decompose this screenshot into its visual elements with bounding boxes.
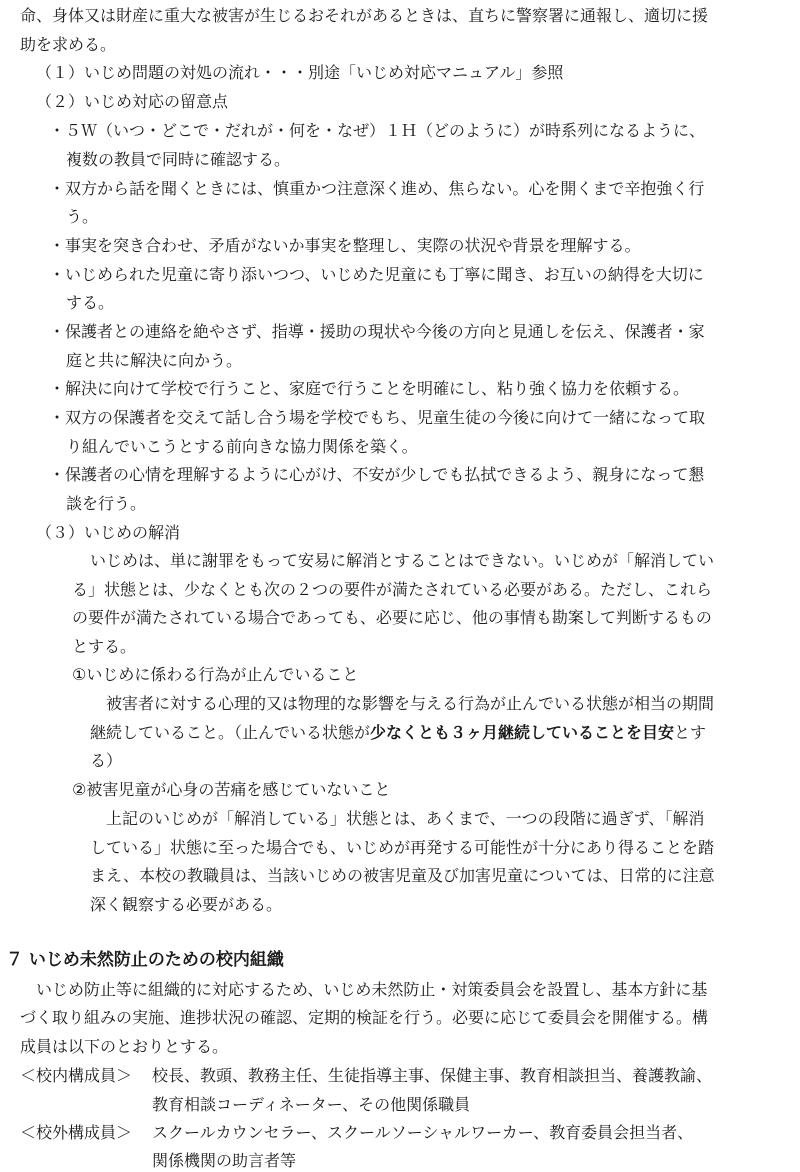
requirement-2-line: 上記のいじめが「解消している」状態とは、あくまで、一つの段階に過ぎず、「解消 — [106, 809, 705, 828]
section-7-heading: ７ いじめ未然防止のための校内組織 — [6, 950, 284, 970]
requirement-1-line: 被害者に対する心理的又は物理的な影響を与える行為が止んでいる状態が相当の期間 — [106, 694, 715, 713]
section-7-line: 成員は以下のとおりとする。 — [20, 1037, 229, 1056]
bullet-line: ・保護者の心情を理解するように心がけ、不安が少しでも払拭できるよう、親身になって懇 — [49, 465, 705, 484]
item-1-text: （１）いじめ問題の対処の流れ・・・別途「いじめ対応マニュアル」参照 — [36, 63, 564, 82]
bullet-line: 談を行う。 — [66, 494, 147, 513]
requirement-1-line — [90, 723, 706, 743]
requirement-1-emphasis: 少なくとも３ヶ月継続していることを目安 — [370, 723, 675, 742]
intro-line: 命、身体又は財産に重大な被害が生じるおそれがあるときは、直ちに警察署に通報し、適切に援 — [20, 6, 709, 25]
item-3-line: る」状態とは、少なくとも次の２つの要件が満たされている必要がある。ただし、これら — [72, 580, 713, 599]
item-2-heading: （２）いじめ対応の留意点 — [36, 92, 229, 111]
internal-members-line: 校長、教頭、教務主任、生徒指導主事、保健主事、教育相談担当、養護教諭、 — [152, 1066, 713, 1085]
requirement-1-title: ①いじめに係わる行為が止んでいること — [72, 665, 359, 684]
bullet-line: 複数の教員で同時に確認する。 — [66, 150, 291, 169]
requirement-1-text: とす — [674, 723, 707, 742]
requirement-2-title: ②被害児童が心身の苦痛を感じていないこと — [72, 780, 391, 799]
bullet-line: ・解決に向けて学校で行うこと、家庭で行うことを明確にし、粘り強く協力を依頼する。 — [49, 379, 690, 398]
bullet-line: ・５Ｗ（いつ・どこで・だれが・何を・なぜ）１Ｈ（どのように）が時系列になるように、 — [49, 121, 706, 140]
item-3-line: いじめは、単に謝罪をもって安易に解消とすることはできない。いじめが「解消してい — [90, 551, 715, 570]
bullet-line: ・事実を突き合わせ、矛盾がないか事実を整理し、実際の状況や背景を理解する。 — [49, 236, 641, 255]
requirement-2-line: している」状態に至った場合でも、いじめが再発する可能性が十分にあり得ることを踏 — [90, 838, 715, 857]
bullet-line: り組んでいこうとする前向きな協力関係を築く。 — [66, 437, 418, 456]
bullet-line: う。 — [66, 207, 99, 226]
bullet-line: 庭と共に解決に向かう。 — [66, 351, 243, 370]
external-members-label: ＜校外構成員＞ — [20, 1123, 133, 1142]
bullet-line: ・双方の保護者を交えて話し合う場を学校でもち、児童生徒の今後に向けて一緒になって取 — [49, 408, 706, 427]
requirement-2-line: 深く観察する必要がある。 — [90, 895, 283, 914]
requirement-1-text: 継続していること。（止んでいる状態が — [90, 723, 371, 742]
section-7-line: づく取り組みの実施、進捗状況の確認、定期的検証を行う。必要に応じて委員会を開催する。構 — [20, 1008, 709, 1027]
bullet-line: ・保護者との連絡を絶やさず、指導・援助の現状や今後の方向と見通しを伝え、保護者・家 — [49, 322, 705, 341]
requirement-2-line: まえ、本校の教職員は、当該いじめの被害児童及び加害児童については、日常的に注意 — [90, 866, 715, 885]
external-members-line: 関係機関の助言者等 — [152, 1151, 297, 1170]
section-7-line: いじめ防止等に組織的に対応するため、いじめ未然防止・対策委員会を設置し、基本方針に基 — [36, 980, 708, 999]
bullet-line: ・双方から話を聞くときには、慎重かつ注意深く進め、焦らない。心を開くまで辛抱強く行 — [49, 179, 705, 198]
requirement-1-line: る） — [90, 751, 123, 770]
internal-members-label: ＜校内構成員＞ — [20, 1066, 133, 1085]
intro-line: 助を求める。 — [20, 35, 117, 54]
item-3-heading: （３）いじめの解消 — [36, 523, 181, 542]
internal-members-line: 教育相談コーディネーター、その他関係職員 — [152, 1095, 471, 1114]
item-3-line: とする。 — [72, 637, 137, 656]
item-3-line: の要件が満たされている場合であっても、必要に応じ、他の事情も勘案して判断するもの — [72, 608, 712, 627]
bullet-line: ・いじめられた児童に寄り添いつつ、いじめた児童にも丁寧に聞き、お互いの納得を大切に — [49, 265, 704, 284]
bullet-line: する。 — [66, 293, 115, 312]
external-members-line: スクールカウンセラー、スクールソーシャルワーカー、教育委員会担当者、 — [152, 1123, 694, 1142]
